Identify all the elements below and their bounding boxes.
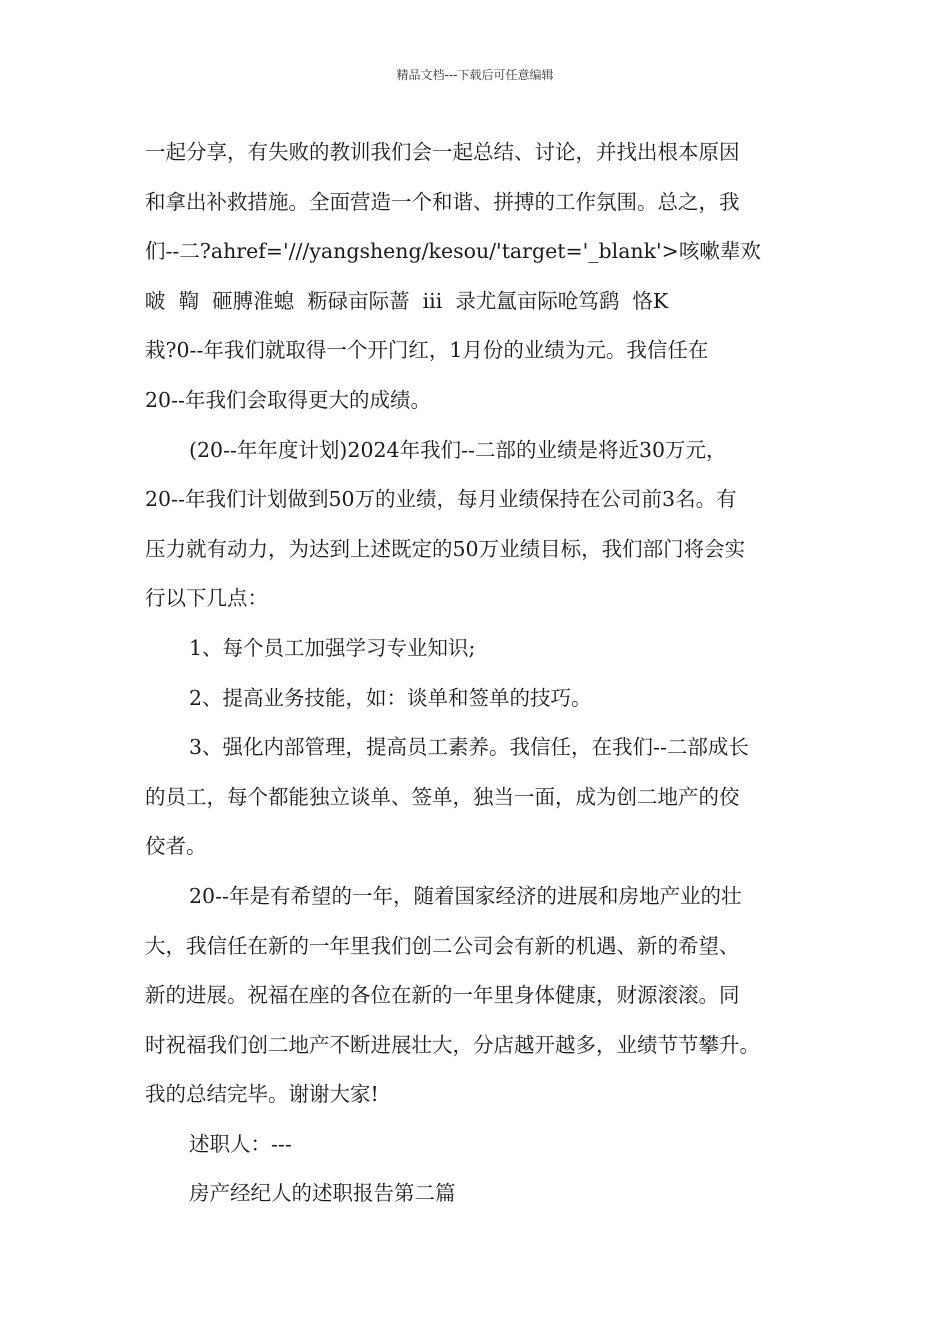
text-line: 新的进展。祝福在座的各位在新的一年里身体健康，财源滚滚。同 xyxy=(145,983,740,1008)
text-line: 大，我信任在新的一年里我们创二公司会有新的机遇、新的希望、 xyxy=(145,933,740,958)
text-line: 我的总结完毕。谢谢大家! xyxy=(145,1082,379,1107)
text-line: 时祝福我们创二地产不断进展壮大，分店越开越多，业绩节节攀升。 xyxy=(145,1032,760,1057)
text-line: 们--二?ahref='///yangsheng/kesou/'target='_blank'>咳嗽辈欢 xyxy=(145,239,761,264)
signature-line: 述职人：--- xyxy=(189,1131,292,1156)
section-heading: 房产经纪人的述职报告第二篇 xyxy=(189,1181,456,1206)
text-line: 的员工，每个都能独立谈单、签单，独当一面，成为创二地产的佼 xyxy=(145,784,740,809)
paragraph-start-line: 20--年是有希望的一年，随着国家经济的进展和房地产业的壮 xyxy=(189,883,742,908)
page-header: 精品文档---下载后可任意编辑 xyxy=(396,68,554,82)
text-line: 一起分享，有失败的教训我们会一起总结、讨论，并找出根本原因 xyxy=(145,140,740,164)
list-item-line: 2、提高业务技能，如：谈单和签单的技巧。 xyxy=(189,685,592,710)
text-line: 20--年我们会取得更大的成绩。 xyxy=(145,387,431,412)
list-item-line: 3、强化内部管理，提高员工素养。我信任，在我们--二部成长 xyxy=(189,735,749,760)
text-line: 压力就有动力，为达到上述既定的50万业绩目标，我们部门将会实 xyxy=(145,536,746,561)
text-line: 行以下几点： xyxy=(145,586,268,611)
text-line: 啵 鞫 砸膊淮螅 粝碌亩际蔷 iii 录尤氲亩际呛笃鹞 恪K xyxy=(145,288,669,313)
document-body xyxy=(145,128,835,1219)
paragraph-start-line: (20--年年度计划)2024年我们--二部的业绩是将近30万元， xyxy=(189,437,727,462)
text-line: 20--年我们计划做到50万的业绩，每月业绩保持在公司前3名。有 xyxy=(145,487,737,512)
list-item-line: 1、每个员工加强学习专业知识; xyxy=(189,635,476,660)
text-line: 和拿出补救措施。全面营造一个和谐、拼搏的工作氛围。总之，我 xyxy=(145,189,740,214)
text-line: 佼者。 xyxy=(145,834,207,859)
text-line: 栽?0--年我们就取得一个开门红，1月份的业绩为元。我信任在 xyxy=(145,338,709,363)
